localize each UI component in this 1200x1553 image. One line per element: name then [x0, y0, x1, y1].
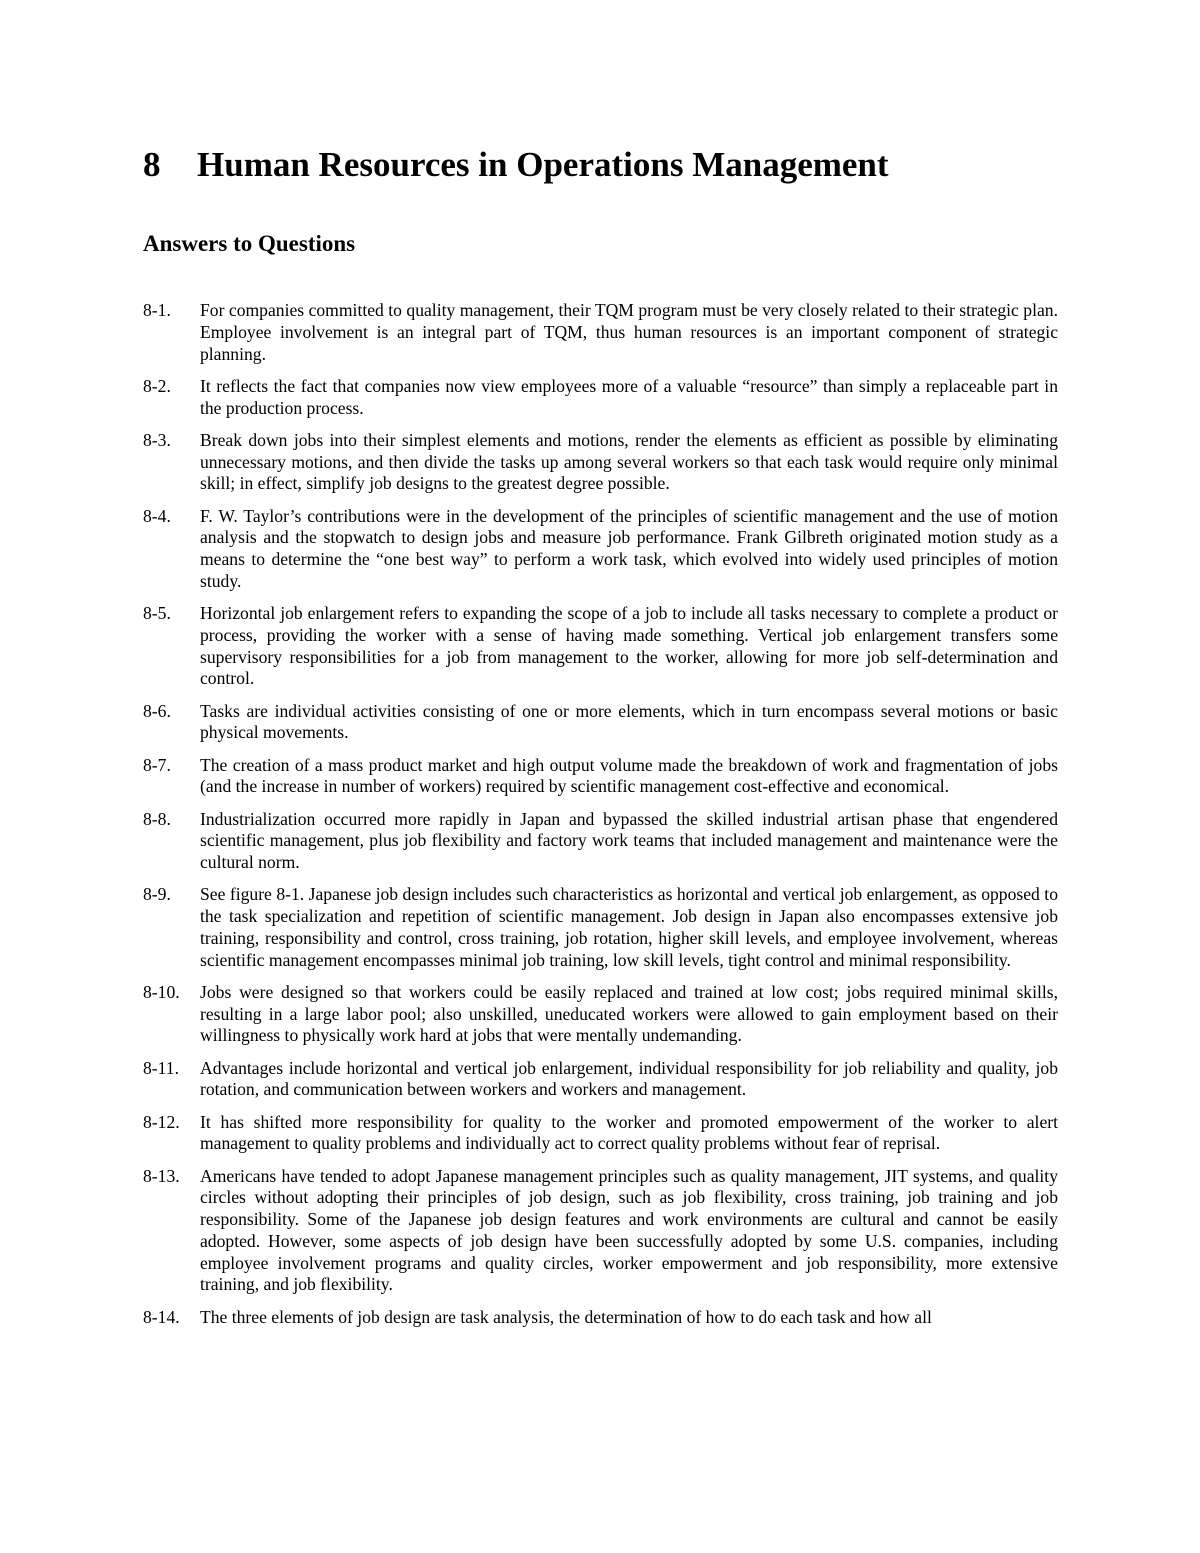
answer-item	[143, 1307, 1058, 1329]
answer-item	[143, 809, 1058, 874]
answer-text: See figure 8-1. Japanese job design includes such characteristics as horizontal and vertical job enlargement, as opposed to the task specialization and repetition of scientific management. Job design in Japan also encompasses extensive job training, responsibility and control, cross training, job rotation, higher skill levels, and employee involvement, whereas scientific management encompasses minimal job training, low skill levels, tight control and minimal responsibility.	[200, 884, 1058, 970]
answer-number: 8-1.	[143, 300, 171, 320]
answer-item	[143, 430, 1058, 495]
answers-list	[143, 300, 1058, 1339]
answer-item	[143, 376, 1058, 420]
answer-number: 8-14.	[143, 1306, 180, 1327]
answer-number: 8-6.	[143, 700, 171, 721]
answer-text: The three elements of job design are task analysis, the determination of how to do each task and how all	[200, 1306, 932, 1327]
answer-item	[143, 755, 1058, 799]
answer-item	[143, 982, 1058, 1047]
answer-item	[143, 1112, 1058, 1156]
section-heading: Answers to Questions	[143, 231, 356, 256]
chapter-title-text: Human Resources in Operations Management	[197, 145, 889, 184]
answer-number: 8-10.	[143, 981, 180, 1002]
answer-number: 8-11.	[143, 1057, 179, 1078]
chapter-title	[143, 142, 889, 188]
answer-number: 8-4.	[143, 505, 171, 526]
answer-number: 8-9.	[143, 884, 171, 905]
answer-text: It reflects the fact that companies now view employees more of a valuable “resource” than simply a replaceable part in the production process.	[200, 375, 1058, 418]
answer-number: 8-8.	[143, 808, 171, 829]
answer-number: 8-7.	[143, 754, 171, 775]
answer-text: Tasks are individual activities consisting of one or more elements, which in turn encompass several motions or basic physical movements.	[200, 700, 1058, 743]
answer-text: F. W. Taylor’s contributions were in the development of the principles of scientific management and the use of motion analysis and the stopwatch to design jobs and measure job performance. Frank Gilbreth originated motion study as a means to determine the “one best way” to perform a work task, which evolved into widely used principles of motion study.	[200, 505, 1058, 591]
answer-text: Advantages include horizontal and vertical job enlargement, individual responsibility for job reliability and quality, job rotation, and communication between workers and workers and management.	[200, 1057, 1058, 1100]
answer-item	[143, 506, 1058, 593]
answer-item	[143, 1058, 1058, 1102]
answer-text: The creation of a mass product market and high output volume made the breakdown of work and fragmentation of jobs (and the increase in number of workers) required by scientific management cost-effective and economical.	[200, 754, 1058, 797]
answer-text: Americans have tended to adopt Japanese management principles such as quality management, JIT systems, and quality circles without adopting their principles of job design, such as job flexibility, cross training, job training and job responsibility. Some of the Japanese job design features and work environments are cultural and cannot be easily adopted. However, some aspects of job design have been successfully adopted by some U.S. companies, including employee involvement programs and quality circles, worker empowerment and job responsibility, more extensive training, and job flexibility.	[200, 1165, 1058, 1295]
answer-text: It has shifted more responsibility for quality to the worker and promoted empowerment of the worker to alert management to quality problems and individually act to correct quality problems without fear of reprisal.	[200, 1111, 1058, 1154]
chapter-number: 8	[143, 145, 161, 184]
answer-item	[143, 884, 1058, 971]
answer-text: Jobs were designed so that workers could be easily replaced and trained at low cost; jobs required minimal skills, resulting in a large labor pool; also unskilled, uneducated workers were allowed to gain employment based on their willingness to physically work hard at jobs that were mentally undemanding.	[200, 981, 1058, 1046]
answer-text: Industrialization occurred more rapidly in Japan and bypassed the skilled industrial artisan phase that engendered scientific management, plus job flexibility and factory work teams that included management and maintenance were the cultural norm.	[200, 808, 1058, 872]
answer-number: 8-5.	[143, 603, 171, 623]
answer-item	[143, 1166, 1058, 1297]
answer-item	[143, 701, 1058, 745]
answer-item	[143, 300, 1058, 365]
answer-item	[143, 603, 1058, 690]
answer-number: 8-13.	[143, 1165, 180, 1186]
answer-number: 8-2.	[143, 375, 171, 396]
answer-text: For companies committed to quality management, their TQM program must be very closely related to their strategic plan. Employee involvement is an integral part of TQM, thus human resources is an important component of strategic planning.	[200, 300, 1058, 364]
answer-text: Horizontal job enlargement refers to expanding the scope of a job to include all tasks necessary to complete a product or process, providing the worker with a sense of having made something. Vertical job enlargement transfers some supervisory responsibilities for a job from management to the worker, allowing for more job self-determination and control.	[200, 603, 1058, 689]
answer-number: 8-12.	[143, 1111, 180, 1132]
answer-text: Break down jobs into their simplest elements and motions, render the elements as efficient as possible by eliminating unnecessary motions, and then divide the tasks up among several workers so that each task would require only minimal skill; in effect, simplify job designs to the greatest degree possible.	[200, 429, 1058, 494]
answer-number: 8-3.	[143, 429, 171, 450]
